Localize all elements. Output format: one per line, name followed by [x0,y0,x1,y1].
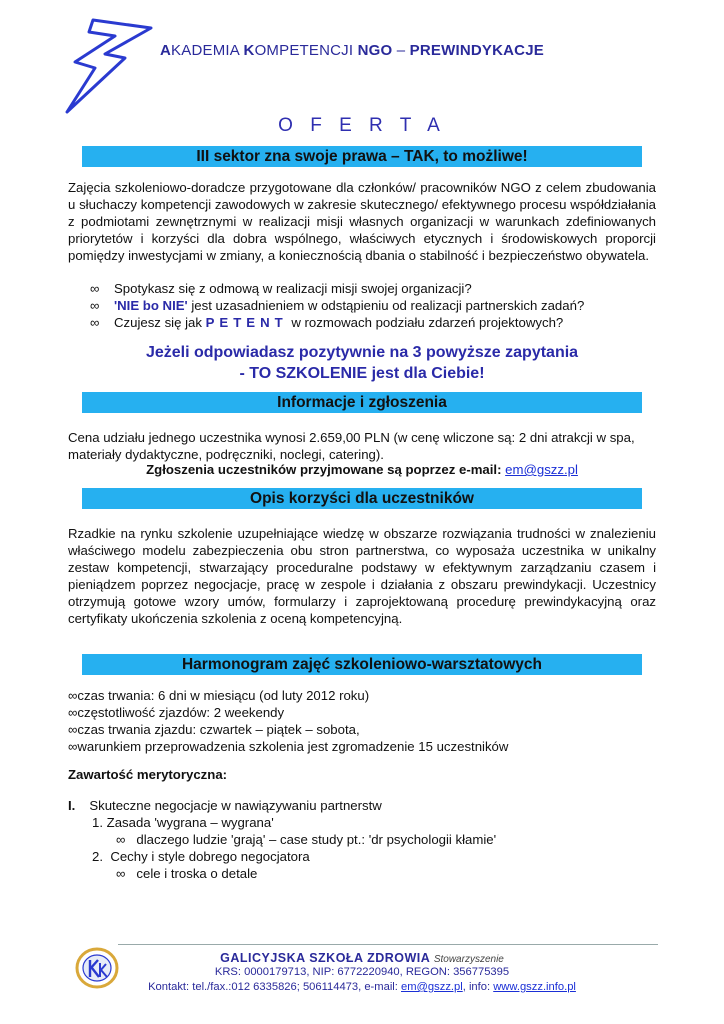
footer-contact: Kontakt: tel./fax.:012 6335826; 506114473, e-mail: em@gszz.pl, info: www.gszz.info.pl [148,981,576,993]
list-item: ∞czas trwania zjazdu: czwartek – piątek – sobota, [68,722,360,737]
question-list [90,280,584,331]
lightning-bolt-logo-icon [55,18,155,118]
section-heading-schedule: Harmonogram zajęć szkoleniowo-warsztatowych [82,654,642,675]
price-text: Cena udziału jednego uczestnika wynosi 2.659,00 PLN (w cenę wliczone są: 2 dni atrakcji w spa, materiały dydaktyczne, podręczniki, noclegi, catering). [68,430,635,462]
footer-organization: GALICYJSKA SZKOŁA ZDROWIA Stowarzyszenie [220,951,504,965]
footer-divider [118,944,658,945]
section-heading-info: Informacje i zgłoszenia [82,392,642,413]
section-heading-benefits: Opis korzyści dla uczestników [82,488,642,509]
list-item: ∞warunkiem przeprowadzenia szkolenia jest zgromadzenie 15 uczestników [68,739,509,754]
content-label: Zawartość merytoryczna: [68,767,228,782]
benefits-paragraph: Rzadkie na rynku szkolenie uzupełniające wiedzę w obszarze rozwiązania trudności w znalezieniu właściwego modelu zabezpieczenia obu stron partnerstwa, co wyposaża uczestnika w unikalny zestaw kompetencji, stwarzający proceduralne podstawy w efektywnym zarządzaniu czasem i pieniądzem poprzez negocjacje, pracę w zespole i działania z obszaru prewindykacji. Uczestnicy otrzymują gotowe wzory umów, formularzy i zaprojektowaną procedurę prewindykacyjną oraz certyfikaty ukończenia szkolenia z oceną kompetencyjną. [68,526,656,626]
intro-paragraph: Zajęcia szkoleniowo-doradcze przygotowane dla członków/ pracowników NGO z celem zbudowania u słuchaczy kompetencji zawodowych w zakresie skutecznego/ efektywnego procesu współdziałania z podmiotami zewnętrznymi w realizacji misji własnych organizacji w warunkach zdefiniowanych priorytetów i korzyści dla dobra wspólnego, właściwych etycznych i środowiskowych proporcji pomiędzy inwestycjami w zmiany, a koniecznością dbania o stabilność i bezpieczeństwo obywatela. [68,180,656,263]
page-title: O F E R T A [278,115,446,136]
footer-ids: KRS: 0000179713, NIP: 6772220940, REGON: 356775395 [214,966,510,978]
list-item: ∞częstotliwość zjazdów: 2 weekendy [68,705,285,720]
outline-heading: I. Skuteczne negocjacje w nawiązywaniu partnerstw [68,798,382,813]
footer-email-link[interactable]: em@gszz.pl [401,981,463,993]
outline-subitem: ∞ dlaczego ludzie 'grają' – case study pt.: 'dr psychologii kłamie' [116,832,497,847]
list-item: ∞czas trwania: 6 dni w miesiącu (od luty 2012 roku) [68,688,370,703]
header-title: AKADEMIA KOMPETENCJI NGO – PREWINDYKACJE [160,42,544,59]
list-item: ∞ Czujesz się jak PETENT w rozmowach podziału zdarzeń projektowych? [90,315,564,330]
schedule-list [68,687,508,755]
list-item: ∞ Spotykasz się z odmową w realizacji misji swojej organizacji? [90,281,472,296]
outline-subitem: ∞ cele i troska o detale [116,866,258,881]
outline-item: 1. Zasada 'wygrana – wygrana' [92,815,274,830]
outline [68,797,496,882]
callout-text: Jeżeli odpowiadasz pozytywnie na 3 powyższe zapytania - TO SZKOLENIE jest dla Ciebie! [145,344,579,382]
footer-website-link[interactable]: www.gszz.info.pl [493,981,576,993]
apply-text: Zgłoszenia uczestników przyjmowane są poprzez e-mail: em@gszz.pl [146,462,578,477]
email-link[interactable]: em@gszz.pl [505,462,578,477]
outline-item: 2. Cechy i style dobrego negocjatora [92,849,310,864]
section-heading-rights: III sektor zna swoje prawa – TAK, to możliwe! [82,146,642,167]
list-item: ∞ 'NIE bo NIE' jest uzasadnieniem w odstąpieniu od realizacji partnerskich zadań? [90,298,585,313]
